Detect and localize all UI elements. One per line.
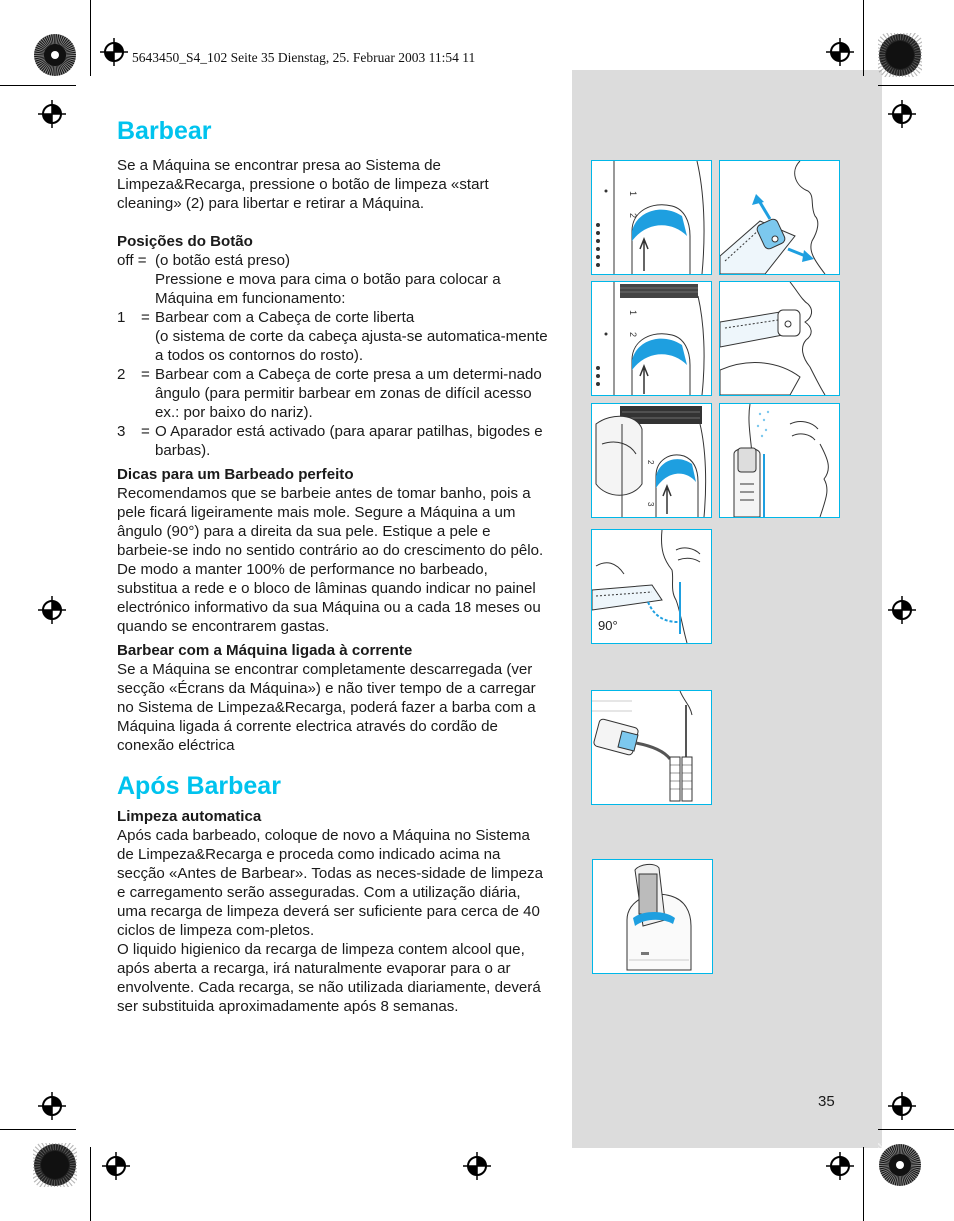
switch-mark: 2	[628, 332, 638, 338]
print-wheel-icon	[878, 33, 922, 77]
mains-heading: Barbear com a Máquina ligada à corrente	[117, 642, 413, 659]
figure-shaving-chin	[719, 160, 840, 275]
figure-switch-off	[591, 160, 712, 275]
cleaning-paragraph: Após cada barbeado, coloque de novo a Máquina no Sistema de Limpeza&Recarga e proceda como indicado acima na secção «Antes de Barbear». Todas as neces-sidade de limpeza e carregamento serão asseguradas. Com a utilização diária, uma recarga de limpeza deverá ser suficiente para cerca de 40 ciclos de limpeza com-pletos.	[117, 827, 543, 939]
position-eq: =	[141, 366, 150, 383]
section-title-apos-barbear: Após Barbear	[117, 772, 281, 800]
registration-target-icon	[36, 594, 68, 626]
position-desc: Pressione e mova para cima o botão para colocar a Máquina em funcionamento:	[155, 271, 501, 307]
registration-target-icon	[886, 594, 918, 626]
position-desc: (o botão está preso)	[155, 252, 291, 269]
figure-switch-1	[591, 281, 712, 396]
registration-target-icon	[100, 1150, 132, 1182]
crop-mark	[863, 1147, 864, 1221]
registration-target-icon	[461, 1150, 493, 1182]
position-key: 3	[117, 423, 126, 440]
tips-heading: Dicas para um Barbeado perfeito	[117, 466, 354, 483]
page-number: 35	[818, 1093, 835, 1110]
position-eq: =	[141, 423, 150, 440]
cleaning-heading: Limpeza automatica	[117, 808, 262, 825]
position-1	[117, 308, 549, 327]
switch-mark: 2	[628, 213, 638, 219]
registration-target-icon	[98, 36, 130, 68]
crop-mark	[878, 1129, 954, 1130]
positions-heading: Posições do Botão	[117, 233, 253, 250]
position-off-detail	[117, 270, 549, 308]
crop-mark	[0, 1129, 76, 1130]
crop-mark	[863, 0, 864, 76]
print-wheel-icon	[33, 33, 77, 77]
switch-mark: 1	[628, 191, 638, 197]
position-desc: O Aparador está activado (para aparar patilhas, bigodes e barbas).	[155, 423, 543, 459]
print-header: 5643450_S4_102 Seite 35 Dienstag, 25. Februar 2003 11:54 11	[132, 50, 476, 65]
position-3	[117, 422, 549, 460]
registration-target-icon	[886, 1090, 918, 1122]
angle-label: 90°	[598, 618, 618, 633]
position-eq: =	[141, 309, 150, 326]
figure-switch-3-trimmer	[591, 403, 712, 518]
registration-target-icon	[886, 98, 918, 130]
position-key: 2	[117, 366, 126, 383]
tips-paragraph: Recomendamos que se barbeie antes de tomar banho, pois a pele ficará ligeiramente mais mole. Segure a Máquina a um ângulo (90°) para a direita da sua pele. Estique a pele e barbeie-se indo no sentido contrário ao do crescimento do pêlo. De modo a manter 100% de performance no barbeado, substitua a rede e o bloco de lâminas quando indicar no painel electrónico informativo da sua Máquina ou a cada 18 meses ou quando se encontrarem gastas.	[117, 485, 544, 635]
switch-mark: 1	[628, 310, 638, 316]
figure-mains-cable	[591, 690, 712, 805]
main-text-column	[117, 116, 549, 1016]
intro-paragraph: Se a Máquina se encontrar presa ao Sistema de Limpeza&Recarga, pressione o botão de limpeza «start cleaning» (2) para libertar e retirar a Máquina.	[117, 157, 489, 212]
figure-shaving-angle	[591, 529, 712, 644]
figure-trimming-sideburns	[719, 403, 840, 518]
cleaning-paragraph-2: O liquido higienico da recarga de limpeza contem alcool que, após aberta a recarga, irá naturalmente evaporar para o ar envolvente. Cada recarga, se não utilizada diariamente, deverá ser substituida aproximadamente após 8 semanas.	[117, 941, 541, 1015]
switch-mark: 2	[646, 460, 655, 465]
registration-target-icon	[36, 98, 68, 130]
mains-paragraph: Se a Máquina se encontrar completamente descarregada (ver secção «Écrans da Máquina») e não tiver tempo de a carregar no Sistema de Limpeza&Recarga, poderá fazer a barba com a Máquina ligada á corrente electrica através do cordão de conexão eléctrica	[117, 661, 536, 754]
registration-target-icon	[36, 1090, 68, 1122]
position-desc: (o sistema de corte da cabeça ajusta-se automatica-mente a todos os contornos do rosto).	[155, 328, 548, 364]
position-2	[117, 365, 549, 422]
registration-target-icon	[824, 1150, 856, 1182]
figure-cleaning-station	[592, 859, 713, 974]
switch-mark: 3	[646, 502, 655, 507]
figure-shaving-under-nose	[719, 281, 840, 396]
registration-target-icon	[824, 36, 856, 68]
section-title-barbear: Barbear	[117, 117, 212, 145]
position-key: 1	[117, 309, 126, 326]
position-desc: Barbear com a Cabeça de corte liberta	[155, 309, 415, 326]
crop-mark	[90, 1147, 91, 1221]
position-off	[117, 251, 549, 270]
crop-mark	[0, 85, 76, 86]
print-wheel-icon	[33, 1143, 77, 1187]
crop-mark	[90, 0, 91, 76]
position-desc: Barbear com a Cabeça de corte presa a um determi-nado ângulo (para permitir barbear em zonas de difícil acesso ex.: por baixo do nariz).	[155, 366, 542, 421]
position-key: off =	[117, 252, 147, 269]
crop-mark	[878, 85, 954, 86]
print-wheel-icon	[878, 1143, 922, 1187]
